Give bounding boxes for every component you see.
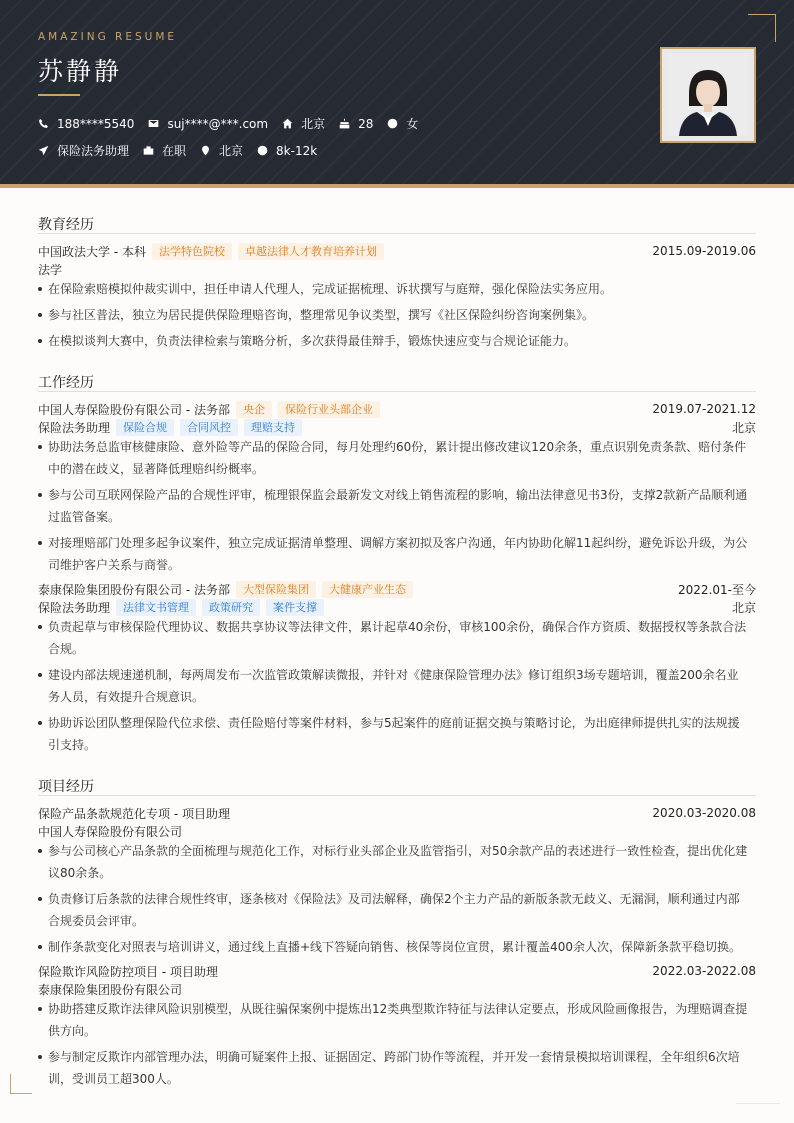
info-location: [200, 142, 243, 159]
job-entry-head: [38, 580, 756, 598]
phone-text: 188****5540: [57, 116, 135, 131]
list-item: 负责修订后条款的法律合规性终审，逐条核对《保险法》及司法解释，确保2个主力产品的新版条款无歧义、无漏洞，顺利通过内部合规委员会评审。: [38, 888, 750, 932]
skill-tag: 合同风控: [180, 419, 238, 436]
education-major-line: [38, 260, 756, 278]
tagline: AMAZING RESUME: [38, 31, 178, 43]
info-status: [143, 142, 186, 159]
skill-tag: 理赔支持: [244, 419, 302, 436]
profile-photo: [660, 47, 756, 143]
briefcase-icon: [143, 145, 154, 156]
education-entry-head: [38, 242, 756, 260]
company-name: 泰康保险集团股份有限公司 - 法务部: [38, 582, 230, 597]
list-item: 协助诉讼团队整理保险代位求偿、责任险赔付等案件材料，参与5起案件的庭前证据交换与策略讨论，为出庭律师提供扎实的法规援引支持。: [38, 712, 750, 756]
job-date: 2022.01-至今: [678, 582, 756, 597]
company-tag: 大型保险集团: [236, 581, 316, 598]
list-item: 建设内部法规速递机制，每两周发布一次监管政策解读微报，并针对《健康保险管理办法》修订组织3场专题培训，覆盖200余名业务人员，有效提升合规意识。: [38, 664, 750, 708]
skill-tag: 保险合规: [116, 419, 174, 436]
education-date: 2015.09-2019.06: [652, 244, 756, 258]
company-tag: 保险行业头部企业: [278, 401, 380, 418]
job-role-line: [38, 418, 756, 436]
company-tag: 央企: [236, 401, 272, 418]
corner-decoration: [10, 1074, 32, 1094]
section-title-projects: 项目经历: [38, 779, 94, 795]
email-icon: [148, 118, 159, 129]
list-item: 制作条款变化对照表与培训讲义，通过线上直播+线下答疑向销售、核保等岗位宣贯，累计覆盖400余人次，保障新条款平稳切换。: [38, 936, 750, 958]
city-text: 北京: [301, 117, 326, 131]
skill-tag: 政策研究: [202, 599, 260, 616]
job-role: 保险法务助理: [38, 420, 111, 435]
project-org-line: [38, 822, 756, 840]
info-position: [38, 142, 129, 159]
project-date: 2022.03-2022.08: [652, 964, 756, 978]
education-bullets: [38, 278, 750, 356]
home-icon: [282, 118, 293, 129]
project-bullets: [38, 840, 750, 962]
company-name: 中国人寿保险股份有限公司 - 法务部: [38, 402, 230, 417]
project-org: 泰康保险集团股份有限公司: [38, 982, 183, 997]
footer-line: [736, 1103, 780, 1104]
gender-text: 女: [406, 117, 419, 131]
job-role-line: [38, 598, 756, 616]
list-item: 在保险索赔模拟仲裁实训中，担任申请人代理人，完成证据梳理、诉状撰写与庭辩，强化保险法实务应用。: [38, 278, 750, 300]
project-date: 2020.03-2020.08: [652, 806, 756, 820]
list-item: 参与社区普法，独立为居民提供保险理赔咨询，整理常见争议类型，撰写《社区保险纠纷咨询案例集》。: [38, 304, 750, 326]
project-entry-head: [38, 962, 756, 980]
salary-icon: [257, 145, 268, 156]
school-name: 中国政法大学 - 本科: [38, 244, 146, 259]
resume-header: [0, 0, 794, 184]
school-tag: 法学特色院校: [152, 243, 232, 260]
project-name: 保险欺诈风险防控项目 - 项目助理: [38, 964, 218, 979]
job-city: 北京: [731, 600, 756, 615]
candidate-name: 苏静静: [38, 57, 123, 86]
corner-decoration: [748, 14, 776, 42]
project-org: 中国人寿保险股份有限公司: [38, 824, 183, 839]
job-bullets: [38, 436, 750, 580]
list-item: 协助法务总监审核健康险、意外险等产品的保险合同，每月处理约60份，累计提出修改建议120余条，重点识别免责条款、赔付条件中的潜在歧义，显著降低理赔纠纷概率。: [38, 436, 750, 480]
section-divider: [38, 795, 756, 796]
list-item: 参与公司核心产品条款的全面梳理与规范化工作，对标行业头部企业及监管指引，对50余款产品的表述进行一致性检查，提出优化建议80余条。: [38, 840, 750, 884]
job-intent-row: [38, 142, 331, 159]
location-text: 北京: [219, 144, 244, 158]
project-org-line: [38, 980, 756, 998]
cake-icon: [339, 118, 350, 129]
company-tag: 大健康产业生态: [322, 581, 413, 598]
info-city: [282, 115, 325, 132]
salary-text: 8k-12k: [276, 143, 318, 158]
job-entry-head: [38, 400, 756, 418]
list-item: 在模拟谈判大赛中，负责法律检索与策略分析，多次获得最佳辩手，锻炼快速应变与合规论证能力。: [38, 330, 750, 352]
contact-row: [38, 115, 432, 132]
list-item: 参与制定反欺诈内部管理办法，明确可疑案件上报、证据固定、跨部门协作等流程，并开发一套情景模拟培训课程，全年组织6次培训，受训员工超300人。: [38, 1046, 750, 1090]
job-date: 2019.07-2021.12: [652, 402, 756, 416]
phone-icon: [38, 118, 49, 129]
job-role: 保险法务助理: [38, 600, 111, 615]
info-email: [148, 117, 268, 131]
age-text: 28: [358, 116, 374, 131]
send-icon: [38, 145, 49, 156]
section-title-work: 工作经历: [38, 375, 94, 391]
email-text: suj****@***.com: [167, 116, 269, 131]
info-gender: [387, 115, 418, 132]
project-bullets: [38, 998, 750, 1094]
list-item: 负责起草与审核保险代理协议、数据共享协议等法律文件，累计起草40余份，审核100余份，确保合作方资质、数据授权等条款合法合规。: [38, 616, 750, 660]
info-age: [339, 117, 373, 131]
info-salary: [257, 144, 317, 158]
status-text: 在职: [162, 144, 187, 158]
job-city: 北京: [731, 420, 756, 435]
list-item: 对接理赔部门处理多起争议案件，独立完成证据清单整理、调解方案初拟及客户沟通，年内协助化解11起纠纷，避免诉讼升级，为公司维护客户关系与商誉。: [38, 532, 750, 576]
project-entry-head: [38, 804, 756, 822]
section-divider: [38, 391, 756, 392]
job-bullets: [38, 616, 750, 760]
list-item: 参与公司互联网保险产品的合规性评审，梳理银保监会最新发文对线上销售流程的影响，输出法律意见书3份，支撑2款新产品顺利通过监管备案。: [38, 484, 750, 528]
section-divider: [38, 233, 756, 234]
section-title-education: 教育经历: [38, 217, 94, 233]
header-accent-line: [0, 184, 794, 188]
avatar: [667, 54, 749, 136]
skill-tag: 案件支撑: [266, 599, 324, 616]
info-phone: [38, 117, 134, 131]
name-underline: [38, 94, 80, 96]
list-item: 协助搭建反欺诈法律风险识别模型，从既往骗保案例中提炼出12类典型欺诈特征与法律认定要点，形成风险画像报告，为理赔调查提供方向。: [38, 998, 750, 1042]
school-tag: 卓越法律人才教育培养计划: [238, 243, 384, 260]
skill-tag: 法律文书管理: [116, 599, 196, 616]
portrait-image: [667, 54, 749, 136]
position-text: 保险法务助理: [57, 144, 130, 158]
project-name: 保险产品条款规范化专项 - 项目助理: [38, 806, 230, 821]
gender-icon: [387, 118, 398, 129]
major: 法学: [38, 262, 63, 277]
location-pin-icon: [200, 145, 211, 156]
